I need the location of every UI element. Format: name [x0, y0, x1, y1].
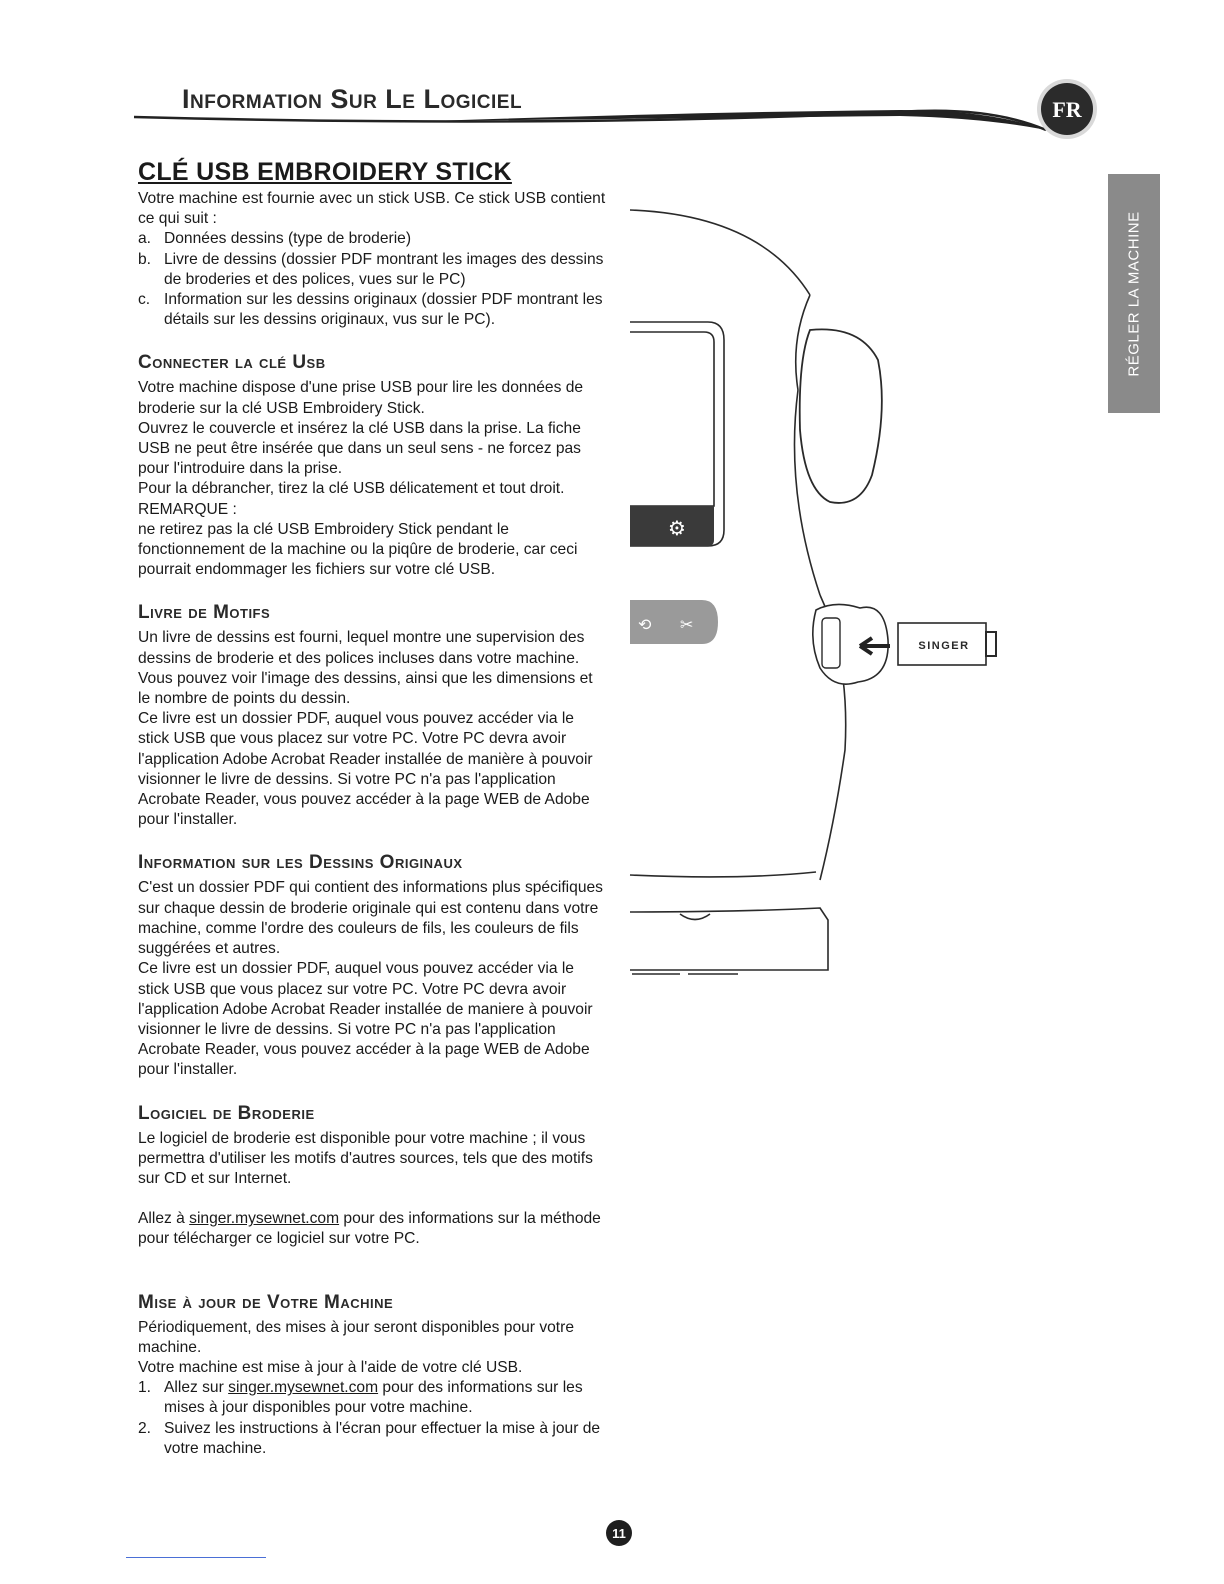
section-heading-miseajour: Mise à jour de Votre Machine — [138, 1291, 394, 1313]
note-text: ne retirez pas la clé USB Embroidery Stick pendant le fonctionnement de la machine ou la piqûre de broderie, car ceci pourrait endommager les fichiers sur votre clé USB. — [138, 520, 578, 579]
content-column — [138, 158, 608, 1459]
reverse-icon: ⟲ — [638, 615, 652, 634]
section-heading-originaux: Information sur les Dessins Originaux — [138, 852, 463, 874]
list-item: 2. Suivez les instructions à l'écran pour effectuer la mise à jour de votre machine. — [138, 1419, 601, 1457]
section-heading-motifs: Livre de Motifs — [138, 602, 271, 624]
list-item: c. Information sur les dessins originaux (dossier PDF montrant les détails sur les dessins originaux, vus sur le PC). — [138, 291, 603, 329]
note-label: REMARQUE : — [138, 500, 237, 518]
mysewnet-link[interactable]: singer.mysewnet.com — [189, 1210, 340, 1228]
intro-paragraph: Votre machine est fournie avec un stick USB. Ce stick USB contient ce qui suit : — [138, 190, 606, 228]
side-chapter-tab — [1108, 174, 1160, 413]
intro-list — [138, 229, 608, 330]
sewing-machine-usb-illustration — [620, 190, 1040, 990]
list-item: a. Données dessins (type de broderie) — [138, 230, 412, 248]
paragraph: Pour la débrancher, tirez la clé USB délicatement et tout droit. — [138, 480, 565, 498]
scissors-icon: ✂ — [680, 615, 694, 634]
paragraph: Ce livre est un dossier PDF, auquel vous pouvez accéder via le stick USB que vous placez sur votre PC. Votre PC devra avoir l'application Adobe Acrobat Reader installée de manière à pouvoir visionner le livre de dessins. Si votre PC n'a pas l'application Acrobate Reader, vous pouvez accéder à la page WEB de Adobe pour l'installer. — [138, 710, 593, 829]
paragraph: Un livre de dessins est fourni, lequel montre une supervision des dessins de broderie et des polices incluses dans votre machine. Vous pouvez voir l'image des dessins, ainsi que les dimensions et le nombre de points du dessin. — [138, 629, 593, 708]
paragraph: Ouvrez le couvercle et insérez la clé USB dans la prise. La fiche USB ne peut être insérée que dans un seul sens - ne forcez pas pour l'introduire dans la prise. — [138, 419, 581, 478]
paragraph: Ce livre est un dossier PDF, auquel vous pouvez accéder via le stick USB que vous placez sur votre PC. Votre PC devra avoir l'application Adobe Acrobat Reader installée de maniere à pouvoir visionner le livre de dessins. Si votre PC n'a pas l'application Acrobate Reader, vous pouvez accéder à la page WEB de Adobe pour l'installer. — [138, 960, 593, 1079]
footer-rule — [126, 1557, 266, 1558]
paragraph: C'est un dossier PDF qui contient des informations plus spécifiques sur chaque dessin de broderie originale qui est contenu dans votre machine, comme l'ordre des couleurs de fils, les couleurs de fils suggérées et autres. — [138, 879, 603, 958]
main-title: CLÉ USB EMBROIDERY STICK — [138, 158, 512, 186]
update-steps-list — [138, 1378, 608, 1459]
language-badge — [1036, 78, 1098, 140]
page-number: 11 — [606, 1520, 632, 1546]
page-header-title: Information Sur Le Logiciel — [182, 84, 523, 114]
mysewnet-link[interactable]: singer.mysewnet.com — [228, 1379, 379, 1397]
usb-stick-brand: SINGER — [918, 640, 970, 652]
paragraph: Votre machine est mise à jour à l'aide de votre clé USB. — [138, 1358, 523, 1376]
side-chapter-tab-label: RÉGLER LA MACHINE — [1125, 210, 1143, 377]
paragraph: Périodiquement, des mises à jour seront disponibles pour votre machine. — [138, 1318, 574, 1356]
paragraph: Votre machine dispose d'une prise USB pour lire les données de broderie sur la clé USB Embroidery Stick. — [138, 379, 584, 417]
section-heading-connect: Connecter la clé Usb — [138, 352, 326, 374]
section-heading-logiciel: Logiciel de Broderie — [138, 1102, 315, 1124]
paragraph: Allez à singer.mysewnet.com pour des informations sur la méthode pour télécharger ce logiciel sur votre PC. — [138, 1210, 601, 1248]
list-item: 1. Allez sur singer.mysewnet.com pour des informations sur les mises à jour disponibles pour votre machine. — [138, 1379, 583, 1417]
language-badge-label: FR — [1052, 97, 1082, 122]
list-item: b. Livre de dessins (dossier PDF montrant les images des dessins de broderies et des polices, vues sur le PC) — [138, 250, 604, 288]
settings-icon: ⚙ — [668, 516, 686, 540]
paragraph: Le logiciel de broderie est disponible pour votre machine ; il vous permettra d'utiliser les motifs d'autres sources, tels que des motifs sur CD et sur Internet. — [138, 1129, 593, 1187]
